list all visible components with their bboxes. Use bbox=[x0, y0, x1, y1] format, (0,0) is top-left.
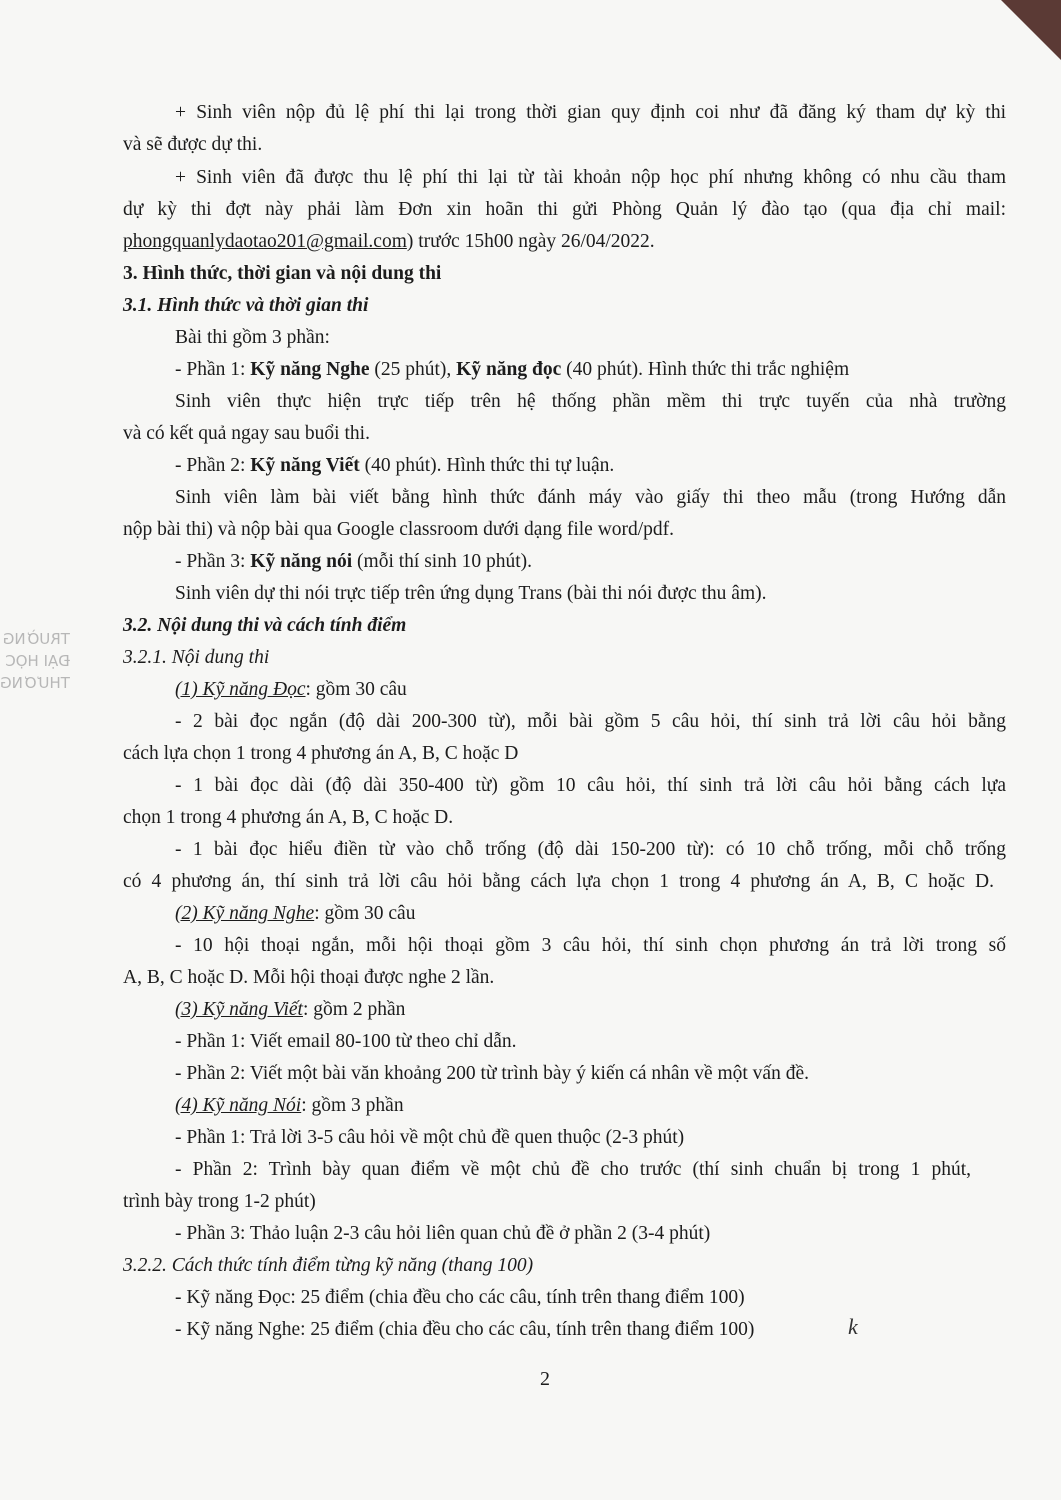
paragraph-line: có 4 phương án, thí sinh trả lời câu hỏi bằng cách lựa chọn 1 trong 4 phương án A, B, C hoặc D. bbox=[123, 871, 994, 892]
text-span: (25 phút), bbox=[369, 359, 457, 380]
email-link[interactable]: phongquanlydaotao201@gmail.com bbox=[123, 231, 407, 252]
paragraph-line: - Phần 1: Trả lời 3-5 câu hỏi về một chủ đề quen thuộc (2-3 phút) bbox=[175, 1127, 685, 1148]
subsection-heading: 3.1. Hình thức và thời gian thi bbox=[123, 295, 369, 316]
paragraph-line: - Phần 3: Thảo luận 2-3 câu hỏi liên quan chủ đề ở phần 2 (3-4 phút) bbox=[175, 1223, 711, 1244]
paragraph-line: dự kỳ thi đợt này phải làm Đơn xin hoãn thi gửi Phòng Quản lý đào tạo (qua địa chỉ mail: bbox=[123, 199, 1006, 220]
paragraph-line: - Kỹ năng Đọc: 25 điểm (chia đều cho các câu, tính trên thang điểm 100) bbox=[175, 1287, 745, 1308]
text-span: ) trước 15h00 ngày 26/04/2022. bbox=[406, 231, 655, 252]
paragraph-line: trình bày trong 1-2 phút) bbox=[123, 1191, 316, 1212]
stamp-line: TRUỜNG bbox=[2, 630, 70, 648]
text-span: (mỗi thí sinh 10 phút). bbox=[352, 551, 533, 572]
text-span: : gồm 30 câu bbox=[305, 679, 407, 700]
subsection-heading: 3.2. Nội dung thi và cách tính điểm bbox=[123, 615, 407, 636]
text-span: Kỹ năng nói bbox=[250, 551, 353, 572]
paragraph-line: Sinh viên dự thi nói trực tiếp trên ứng dụng Trans (bài thi nói được thu âm). bbox=[175, 583, 767, 604]
paragraph-line: A, B, C hoặc D. Mỗi hội thoại được nghe 2 lần. bbox=[123, 967, 495, 988]
paragraph-line: + Sinh viên nộp đủ lệ phí thi lại trong thời gian quy định coi như đã đăng ký tham dự kỳ thi bbox=[175, 102, 1006, 123]
paragraph-line: + Sinh viên đã được thu lệ phí thi lại từ tài khoản nộp học phí nhưng không có nhu cầu tham bbox=[175, 167, 1006, 188]
paragraph-line: và có kết quả ngay sau buổi thi. bbox=[123, 423, 370, 444]
text-span: - Phần 3: bbox=[175, 551, 251, 572]
page-number: 2 bbox=[540, 1368, 550, 1390]
paragraph-line bbox=[123, 230, 655, 254]
text-span: - Phần 1: bbox=[175, 359, 251, 380]
paragraph-line: - Phần 1: Viết email 80-100 từ theo chỉ dẫn. bbox=[175, 1031, 517, 1052]
skill-title: (4) Kỹ năng Nói bbox=[175, 1095, 302, 1116]
subsection-heading: 3.2.1. Nội dung thi bbox=[123, 647, 270, 668]
paragraph-line: - Phần 2: Trình bày quan điểm về một chủ đề cho trước (thí sinh chuẩn bị trong 1 phút, bbox=[175, 1159, 971, 1180]
paragraph-line: nộp bài thi) và nộp bài qua Google classroom dưới dạng file word/pdf. bbox=[123, 519, 675, 540]
paragraph-line bbox=[175, 678, 407, 702]
paragraph-line: và sẽ được dự thi. bbox=[123, 134, 263, 155]
paragraph-line: cách lựa chọn 1 trong 4 phương án A, B, C hoặc D bbox=[123, 743, 519, 764]
text-span: : gồm 30 câu bbox=[314, 903, 416, 924]
text-span: - Phần 2: bbox=[175, 455, 251, 476]
paragraph-line: Sinh viên làm bài viết bằng hình thức đánh máy vào giấy thi theo mẫu (trong Hướng dẫn bbox=[175, 487, 1006, 508]
paragraph-line bbox=[175, 1094, 404, 1118]
bleed-through-stamp bbox=[0, 628, 70, 694]
text-span: Kỹ năng đọc bbox=[456, 359, 562, 380]
paragraph-line: chọn 1 trong 4 phương án A, B, C hoặc D. bbox=[123, 807, 454, 828]
subsection-heading: 3.2.2. Cách thức tính điểm từng kỹ năng (thang 100) bbox=[123, 1255, 534, 1276]
paragraph-line: - Phần 2: Viết một bài văn khoảng 200 từ trình bày ý kiến cá nhân về một vấn đề. bbox=[175, 1063, 809, 1084]
paragraph-line bbox=[175, 998, 405, 1022]
page-corner-fold bbox=[1001, 0, 1061, 60]
skill-title: (2) Kỹ năng Nghe bbox=[175, 903, 315, 924]
section-heading: 3. Hình thức, thời gian và nội dung thi bbox=[123, 263, 442, 284]
stamp-line: ĐẠI HỌC bbox=[5, 652, 70, 670]
text-span: (40 phút). Hình thức thi tự luận. bbox=[359, 455, 615, 476]
skill-title: (1) Kỹ năng Đọc bbox=[175, 679, 306, 700]
paragraph-line: Bài thi gồm 3 phần: bbox=[175, 327, 330, 348]
paragraph-line: - 2 bài đọc ngắn (độ dài 200-300 từ), mỗi bài gồm 5 câu hỏi, thí sinh trả lời câu hỏi bằng bbox=[175, 711, 1006, 732]
handwritten-initial: k bbox=[848, 1314, 858, 1339]
text-span: : gồm 3 phần bbox=[301, 1095, 404, 1116]
text-span: Kỹ năng Viết bbox=[250, 455, 360, 476]
stamp-line: THƯƠNG bbox=[0, 674, 70, 692]
paragraph-line bbox=[175, 550, 532, 574]
text-span: (40 phút). Hình thức thi trắc nghiệm bbox=[561, 359, 850, 380]
text-span: Kỹ năng Nghe bbox=[250, 359, 370, 380]
text-span: : gồm 2 phần bbox=[302, 999, 406, 1020]
paragraph-line: - 10 hội thoại ngắn, mỗi hội thoại gồm 3 câu hỏi, thí sinh chọn phương án trả lời trong số bbox=[175, 935, 1006, 956]
paragraph-line bbox=[175, 454, 614, 478]
paragraph-line: - 1 bài đọc dài (độ dài 350-400 từ) gồm 10 câu hỏi, thí sinh trả lời câu hỏi bằng cách lựa bbox=[175, 775, 1006, 796]
paragraph-line bbox=[175, 902, 415, 926]
paragraph-line: - 1 bài đọc hiểu điền từ vào chỗ trống (độ dài 150-200 từ): có 10 chỗ trống, mỗi chỗ trống bbox=[175, 839, 1006, 860]
paragraph-line bbox=[175, 358, 849, 382]
skill-title: (3) Kỹ năng Viết bbox=[175, 999, 303, 1020]
paragraph-line: Sinh viên thực hiện trực tiếp trên hệ thống phần mềm thi trực tuyến của nhà trường bbox=[175, 391, 1006, 412]
paragraph-line: - Kỹ năng Nghe: 25 điểm (chia đều cho các câu, tính trên thang điểm 100) bbox=[175, 1319, 755, 1340]
